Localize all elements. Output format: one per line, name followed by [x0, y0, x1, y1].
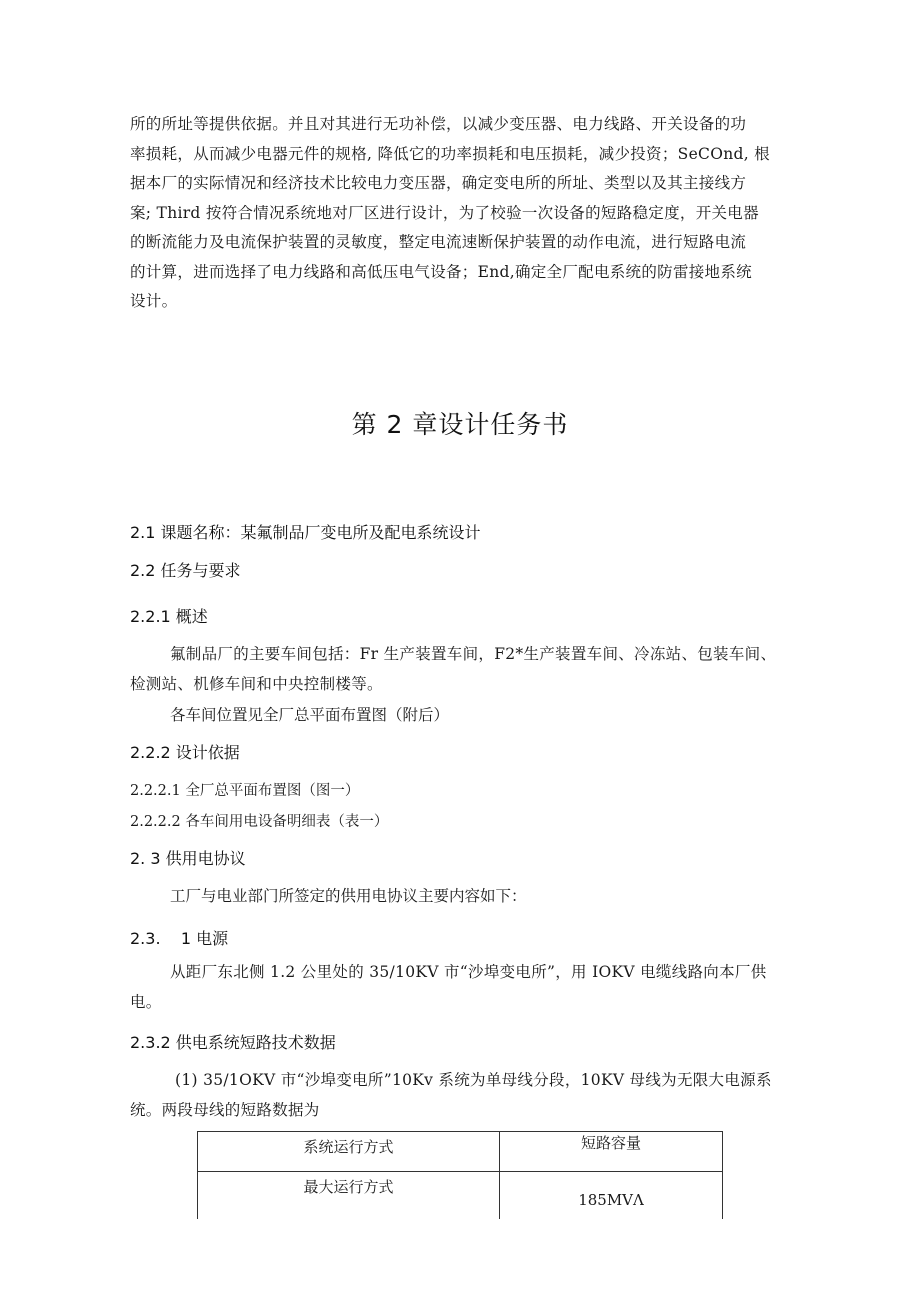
overview-line: 氟制品厂的主要车间包括：Fr 生产装置车间，F2*生产装置车间、冷冻站、包装车间、: [170, 645, 777, 663]
shortcircuit-line: (1) 35/1OKV 市“沙埠变电所”10Kv 系统为单母线分段，10KV 母线为无限大电源系: [175, 1071, 772, 1089]
power-paragraph: [130, 958, 800, 1017]
intro-line: 的断流能力及电流保护装置的灵敏度，整定电流速断保护装置的动作电流，进行短路电流: [130, 233, 747, 251]
section-2-2-2-heading: 2.2.2 设计依据: [130, 743, 240, 762]
section-2-2-1-heading: 2.2.1 概述: [130, 607, 208, 626]
table-cell: 185MVΛ: [500, 1172, 723, 1220]
section-2-3-2-heading: 2.3.2 供电系统短路技术数据: [130, 1033, 336, 1052]
shortcircuit-table: [197, 1131, 723, 1219]
power-line: 电。: [130, 992, 162, 1011]
table-row: [198, 1172, 723, 1220]
intro-line: 的计算，进而选择了电力线路和高低压电气设备；End,确定全厂配电系统的防雷接地系统: [130, 262, 752, 281]
chapter-title: 第 2 章设计任务书: [351, 410, 569, 439]
table-header-cell: 短路容量: [500, 1132, 723, 1172]
section-2-3-heading: 2. 3 供用电协议: [130, 849, 246, 868]
section-2-2-heading: 2.2 任务与要求: [130, 561, 241, 580]
shortcircuit-paragraph: [130, 1066, 800, 1125]
section-2-2-2-2: 2.2.2.2 各车间用电设备明细表（表一）: [130, 814, 389, 830]
overview-line: 检测站、机修车间和中央控制楼等。: [130, 674, 383, 693]
intro-line: 案; Third 按符合情况系统地对厂区进行设计，为了校验一次设备的短路稳定度，开关电器: [130, 203, 759, 222]
table-header-row: [198, 1132, 723, 1172]
power-line: 从距厂东北侧 1.2 公里处的 35/10KV 市“沙埠变电所”，用 IOKV 电缆线路向本厂供: [170, 963, 767, 981]
intro-line: 率损耗，从而减少电器元件的规格, 降低它的功率损耗和电压损耗，减少投资；SeCOnd, 根: [130, 144, 770, 163]
table-cell: 最大运行方式: [198, 1172, 500, 1220]
agreement-intro: 工厂与电业部门所签定的供用电协议主要内容如下：: [170, 887, 527, 905]
overview-paragraph: [130, 640, 800, 699]
table-header-cell: 系统运行方式: [198, 1132, 500, 1172]
intro-line: 设计。: [130, 292, 178, 310]
section-2-2-2-1: 2.2.2.1 全厂总平面布置图（图一）: [130, 783, 360, 799]
section-2-3-1-heading: 2.3. 1 电源: [130, 929, 229, 948]
shortcircuit-line: 统。两段母线的短路数据为: [130, 1100, 320, 1119]
overview-note: 各车间位置见全厂总平面布置图（附后）: [170, 706, 450, 724]
intro-line: 所的所址等提供依据。并且对其进行无功补偿，以减少变压器、电力线路、开关设备的功: [130, 115, 747, 133]
intro-line: 据本厂的实际情况和经济技术比较电力变压器，确定变电所的所址、类型以及其主接线方: [130, 174, 747, 192]
section-2-1-heading: 2.1 课题名称：某氟制品厂变电所及配电系统设计: [130, 523, 481, 542]
intro-paragraph: [130, 110, 795, 317]
